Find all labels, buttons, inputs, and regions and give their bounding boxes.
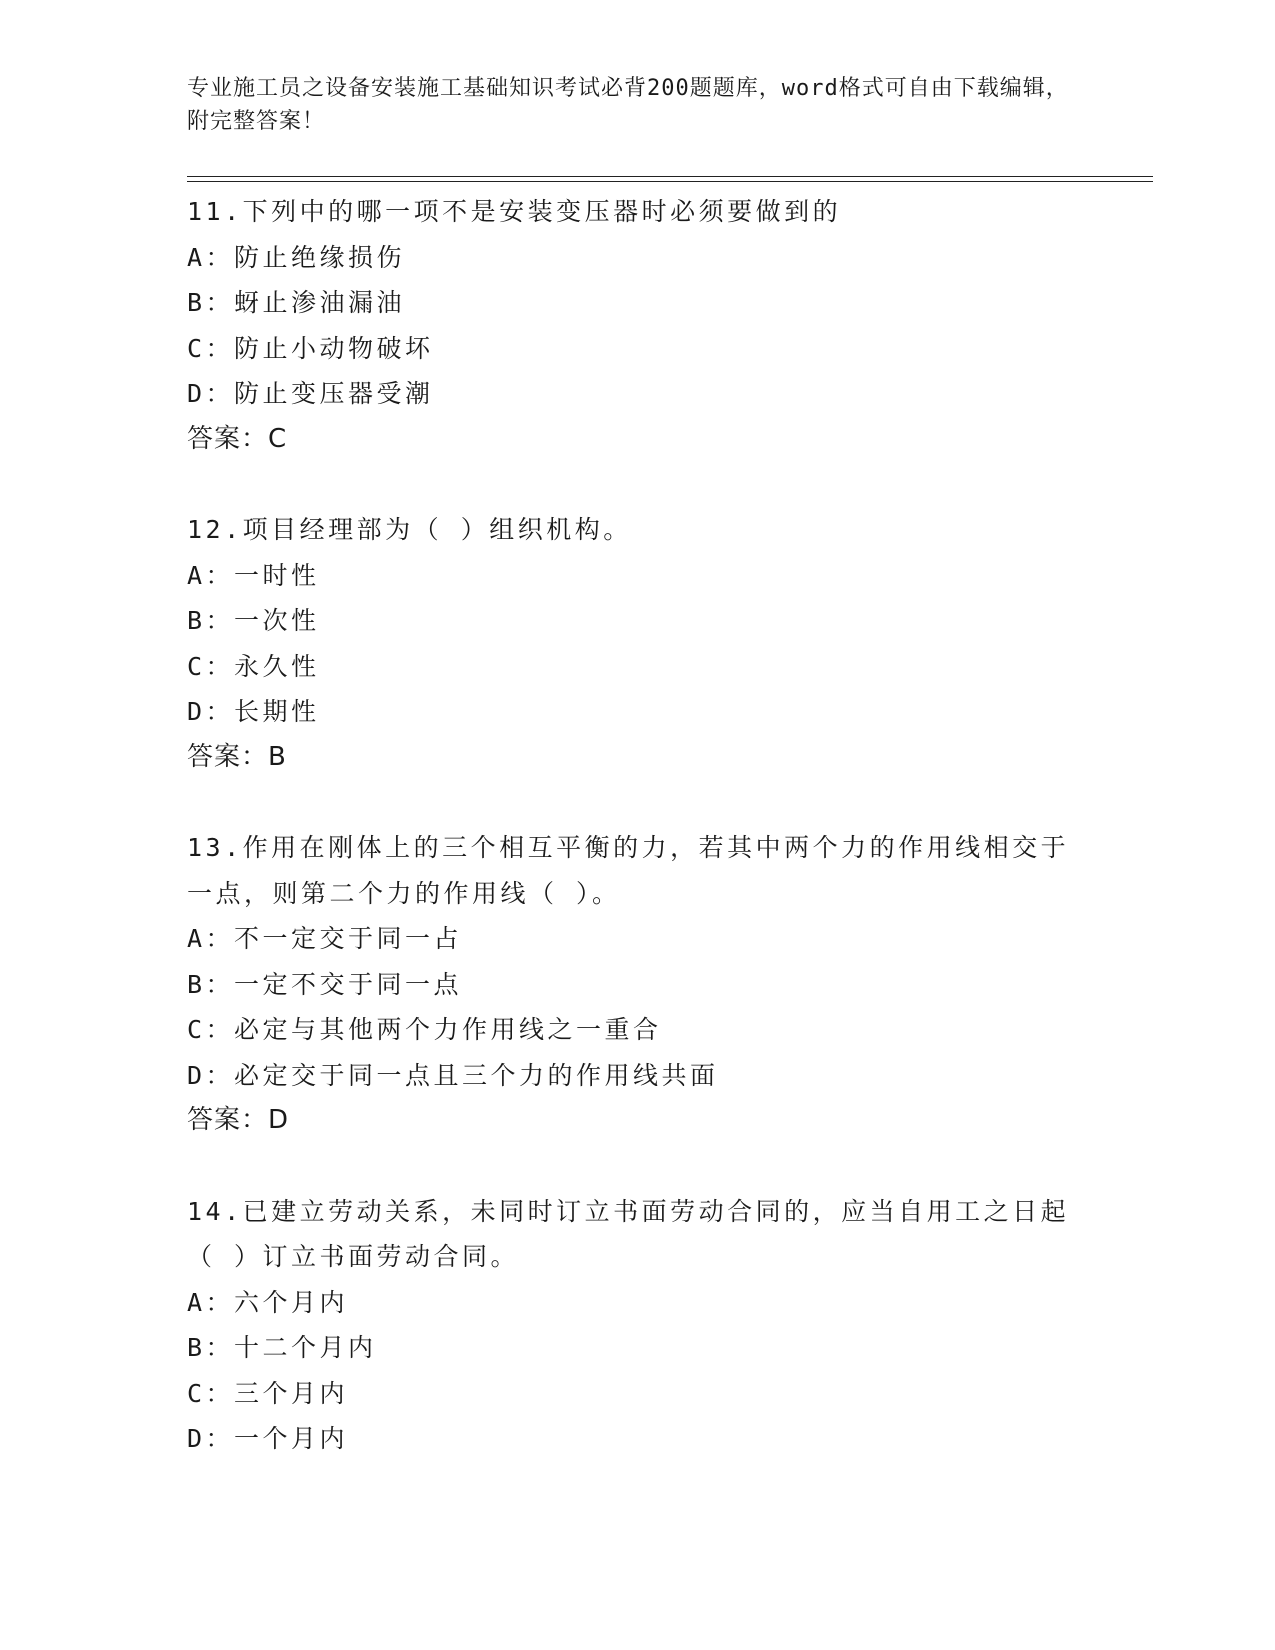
question-item bbox=[187, 189, 1087, 462]
option-a: A：六个月内 bbox=[187, 1287, 349, 1317]
option-d: D：长期性 bbox=[187, 697, 320, 726]
option-b: B：十二个月内 bbox=[187, 1333, 377, 1362]
question-item bbox=[187, 1189, 1087, 1462]
question-item bbox=[187, 507, 1087, 780]
option-c: C：永久性 bbox=[187, 651, 320, 681]
option-a: A：不一定交于同一占 bbox=[187, 924, 463, 953]
header-divider-top bbox=[187, 176, 1153, 177]
option-d: D：必定交于同一点且三个力的作用线共面 bbox=[187, 1060, 719, 1090]
option-b: B：一次性 bbox=[187, 606, 320, 635]
header-divider-bottom bbox=[187, 181, 1153, 182]
option-d: D：一个月内 bbox=[187, 1424, 349, 1453]
question-stem: 12.项目经理部为（ ）组织机构。 bbox=[187, 515, 632, 544]
option-b: B：一定不交于同一点 bbox=[187, 969, 463, 999]
answer-line: 答案：B bbox=[187, 741, 287, 772]
option-a: A：一时性 bbox=[187, 560, 320, 590]
option-a: A：防止绝缘损伤 bbox=[187, 242, 406, 272]
option-c: C：三个月内 bbox=[187, 1378, 349, 1408]
answer-line: 答案：C bbox=[187, 423, 288, 454]
answer-line: 答案：D bbox=[187, 1105, 290, 1135]
question-stem: 14.已建立劳动关系，未同时订立书面劳动合同的，应当自用工之日起（ ）订立书面劳动合同。 bbox=[187, 1196, 1070, 1271]
option-c: C：必定与其他两个力作用线之一重合 bbox=[187, 1015, 662, 1044]
question-stem: 13.作用在刚体上的三个相互平衡的力，若其中两个力的作用线相交于一点，则第二个力的作用线（ ）。 bbox=[187, 833, 1070, 908]
document-header: 专业施工员之设备安装施工基础知识考试必背200题题库，word格式可自由下载编辑，附完整答案！ bbox=[187, 76, 1069, 134]
question-item bbox=[187, 825, 1087, 1144]
option-d: D：防止变压器受潮 bbox=[187, 379, 434, 408]
option-b: B：蚜止渗油漏油 bbox=[187, 288, 406, 317]
question-list bbox=[187, 189, 1087, 1507]
question-stem: 11.下列中的哪一项不是安装变压器时必须要做到的 bbox=[187, 197, 842, 226]
option-c: C：防止小动物破坏 bbox=[187, 333, 434, 363]
